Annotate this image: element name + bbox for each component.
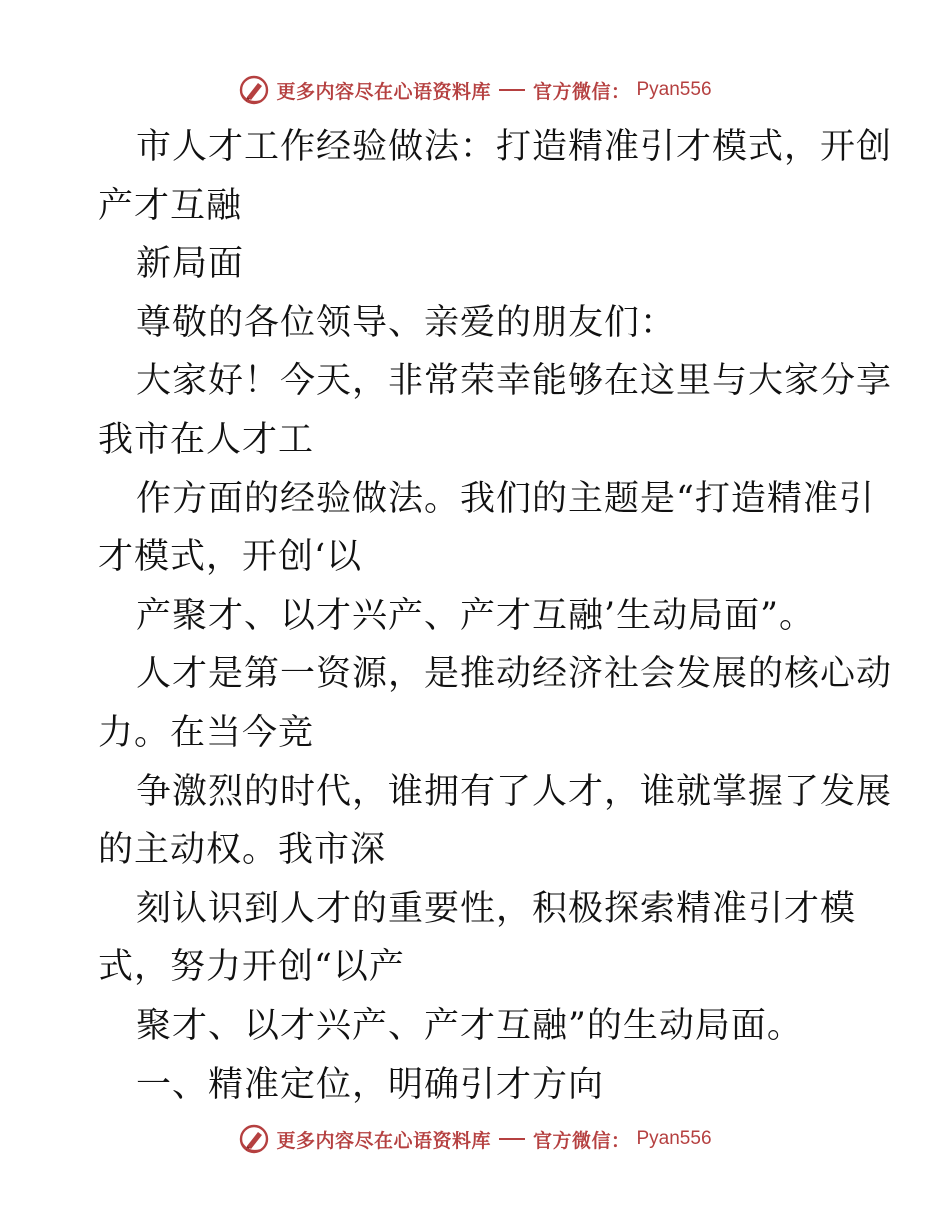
- paragraph-line: 我市在人才工: [98, 419, 315, 460]
- paragraph-line: 的主动权。我市深: [98, 830, 387, 871]
- paragraph-line: 式，努力开创“以产: [98, 947, 405, 988]
- title-line-3: 新局面: [136, 244, 245, 285]
- watermark-dash: [499, 89, 525, 91]
- paragraph-line: 刻认识到人才的重要性，积极探索精准引才模: [136, 888, 857, 929]
- header-watermark: [0, 70, 950, 110]
- watermark-account-id: Pyan556: [636, 79, 712, 100]
- pen-logo-icon: [238, 1123, 270, 1155]
- paragraph-line: 聚才、以才兴产、产才互融”的生动局面。: [136, 1005, 803, 1046]
- footer-watermark: [0, 1119, 950, 1159]
- paragraph-line: 争激烈的时代，谁拥有了人才，谁就掌握了发展: [136, 771, 893, 812]
- watermark-text: 更多内容尽在心语资料库: [276, 1129, 491, 1152]
- paragraph-line: 产聚才、以才兴产、产才互融’生动局面”。: [136, 595, 816, 636]
- pen-logo-icon: [238, 74, 270, 106]
- paragraph-line: 才模式，开创‘以: [98, 537, 363, 578]
- paragraph-line: 作方面的经验做法。我们的主题是“打造精准引: [136, 478, 875, 519]
- title-line-1: 市人才工作经验做法：打造精准引才模式，开创: [136, 127, 893, 167]
- watermark-account-label: 官方微信：: [532, 1129, 631, 1152]
- watermark-dash: [499, 1138, 525, 1140]
- paragraph-line: 人才是第一资源，是推动经济社会发展的核心动: [136, 654, 893, 695]
- watermark-text: 更多内容尽在心语资料库: [276, 80, 491, 103]
- paragraph-line: 力。在当今竞: [98, 712, 315, 753]
- watermark-account-id: Pyan556: [636, 1128, 712, 1149]
- title-line-2: 产才互融: [98, 185, 243, 226]
- paragraph-line: 大家好！今天，非常荣幸能够在这里与大家分享: [136, 361, 893, 402]
- section-heading: 一、精准定位，明确引才方向: [136, 1064, 605, 1105]
- watermark-account-label: 官方微信：: [532, 80, 631, 103]
- salutation: 尊敬的各位领导、亲爱的朋友们：: [136, 302, 677, 343]
- document-body: [98, 118, 893, 1114]
